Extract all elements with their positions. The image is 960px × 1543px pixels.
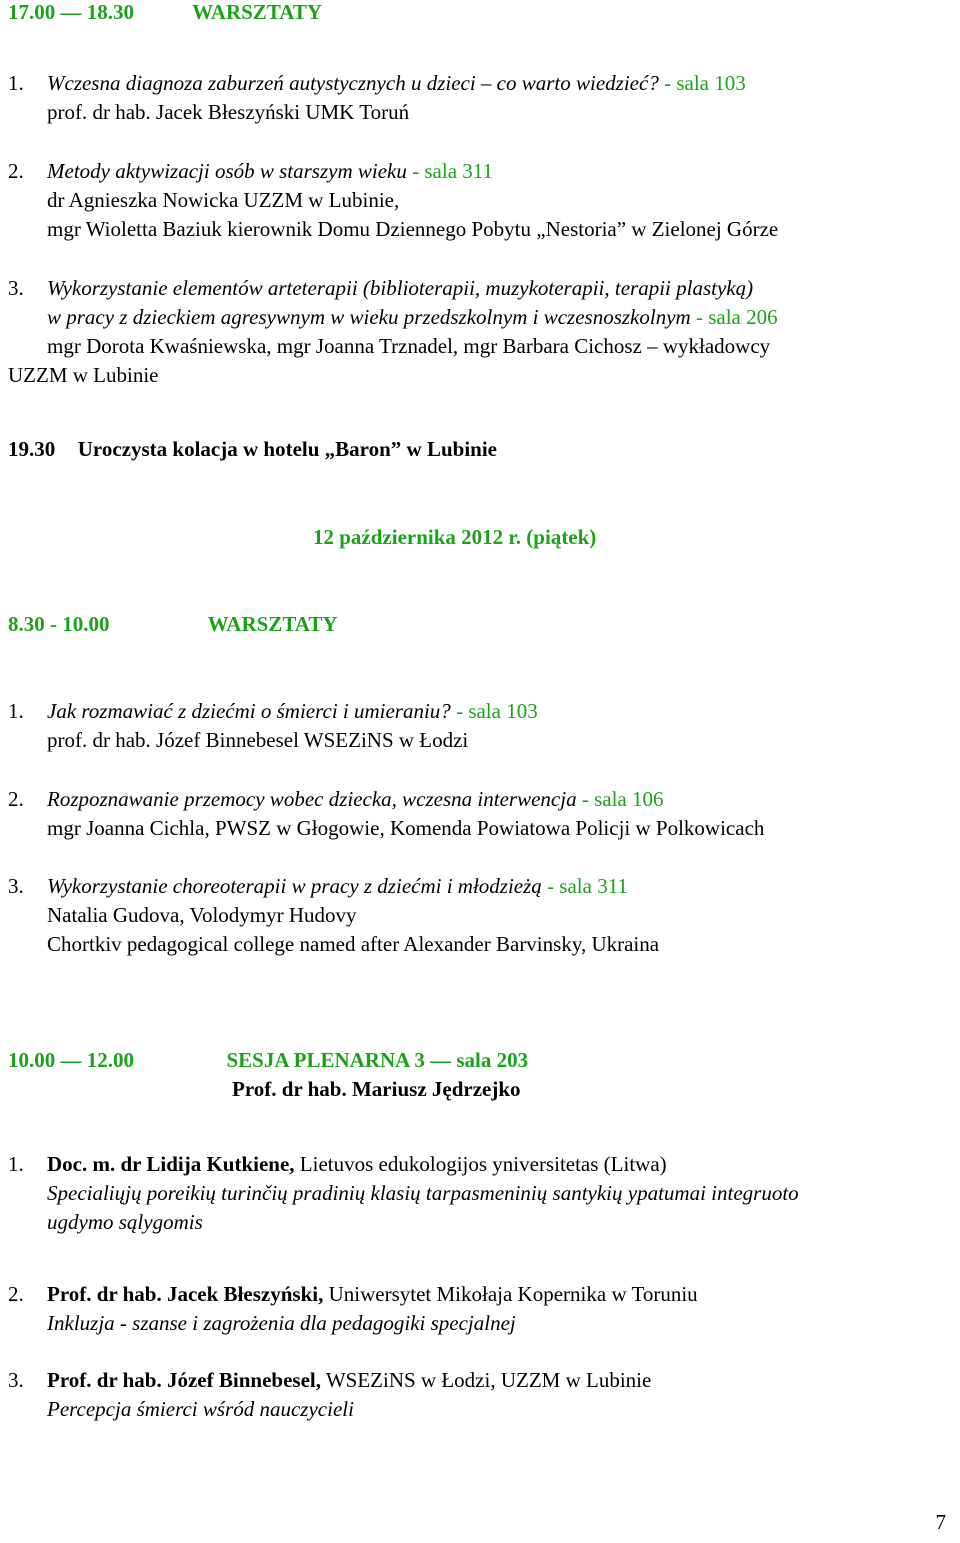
workshop-item-number: 1. xyxy=(8,71,24,95)
workshop-time: 8.30 - 10.00 xyxy=(8,612,110,636)
workshop-item-topic-line xyxy=(47,873,628,899)
workshop-item-topic-line xyxy=(47,304,778,330)
talk-affiliation: Uniwersytet Mikołaja Kopernika w Toruniu xyxy=(323,1282,698,1306)
talk-number: 3. xyxy=(8,1368,24,1392)
room-label: sala 206 xyxy=(708,305,778,329)
workshop-time: 17.00 — 18.30 xyxy=(8,0,134,24)
workshop-speaker: Chortkiv pedagogical college named after Alexander Barvinsky, Ukraina xyxy=(47,932,660,956)
workshop-speaker: dr Agnieszka Nowicka UZZM w Lubinie, xyxy=(47,188,400,212)
talk-speaker-line xyxy=(47,1367,651,1393)
workshop-topic: Metody aktywizacji osób w starszym wieku xyxy=(47,159,407,183)
workshop-item-topic-line xyxy=(47,698,538,724)
talk-speaker: Doc. m. dr Lidija Kutkiene, xyxy=(47,1152,295,1176)
talk-title: Percepcja śmierci wśród nauczycieli xyxy=(47,1397,354,1421)
workshop-item-number: 1. xyxy=(8,699,24,723)
talk-title: ugdymo sąlygomis xyxy=(47,1210,203,1234)
workshop-title: WARSZTATY xyxy=(192,0,323,24)
workshop-item-number: 2. xyxy=(8,159,24,183)
workshop-speaker: prof. dr hab. Jacek Błeszyński UMK Toruń xyxy=(47,100,410,124)
topic-separator: - xyxy=(450,699,469,723)
workshop-item-number: 2. xyxy=(8,787,24,811)
topic-separator: - xyxy=(658,71,677,95)
topic-separator: - xyxy=(690,305,709,329)
workshop-item-number: 3. xyxy=(8,276,24,300)
talk-speaker-line xyxy=(47,1151,667,1177)
dinner-line xyxy=(8,436,497,462)
workshop-topic: Wykorzystanie elementów arteterapii (biblioterapii, muzykoterapii, terapii plastyką) xyxy=(47,276,754,300)
workshop-speaker: UZZM w Lubinie xyxy=(8,363,159,387)
room-label: sala 103 xyxy=(676,71,746,95)
talk-title: Inkluzja - szanse i zagrożenia dla pedagogiki specjalnej xyxy=(47,1311,516,1335)
talk-number: 2. xyxy=(8,1282,24,1306)
workshop-item-topic-line xyxy=(47,158,493,184)
day-date-heading: 12 października 2012 r. (piątek) xyxy=(313,525,597,549)
plenary-title: SESJA PLENARNA 3 — sala 203 xyxy=(226,1048,529,1072)
workshop-item-topic-line xyxy=(47,70,746,96)
workshop-speaker: mgr Dorota Kwaśniewska, mgr Joanna Trznadel, mgr Barbara Cichosz – wykładowcy xyxy=(47,334,771,358)
workshop-topic: Wczesna diagnoza zaburzeń autystycznych u dzieci – co warto wiedzieć? xyxy=(47,71,659,95)
talk-affiliation: WSEZiNS w Łodzi, UZZM w Lubinie xyxy=(320,1368,652,1392)
room-label: sala 103 xyxy=(468,699,538,723)
talk-speaker: Prof. dr hab. Jacek Błeszyński, xyxy=(47,1282,324,1306)
workshop-item-number: 3. xyxy=(8,874,24,898)
workshop-item-topic-line xyxy=(47,786,663,812)
workshop-topic: Rozpoznawanie przemocy wobec dziecka, wczesna interwencja xyxy=(47,787,577,811)
dinner-time: 19.30 xyxy=(8,437,56,461)
workshop-speaker: mgr Wioletta Baziuk kierownik Domu Dziennego Pobytu „Nestoria” w Zielonej Górze xyxy=(47,217,779,241)
room-label: sala 311 xyxy=(424,159,493,183)
workshop-header-day1 xyxy=(8,0,322,25)
talk-title: Specialiųjų poreikių turinčių pradinių klasių tarpasmeninių santykių ypatumai integruoto xyxy=(47,1181,799,1205)
topic-separator: - xyxy=(541,874,560,898)
workshop-title: WARSZTATY xyxy=(207,612,338,636)
workshop-topic: Jak rozmawiać z dziećmi o śmierci i umieraniu? xyxy=(47,699,451,723)
workshop-header-day2 xyxy=(8,611,338,637)
page-number: 7 xyxy=(935,1510,946,1534)
plenary-chair: Prof. dr hab. Mariusz Jędrzejko xyxy=(232,1077,521,1101)
dinner-text: Uroczysta kolacja w hotelu „Baron” w Lubinie xyxy=(77,437,497,461)
talk-speaker-line xyxy=(47,1281,698,1307)
workshop-topic: w pracy z dzieckiem agresywnym w wieku przedszkolnym i wczesnoszkolnym xyxy=(47,305,691,329)
workshop-topic: Wykorzystanie choreoterapii w pracy z dziećmi i młodzieżą xyxy=(47,874,542,898)
talk-speaker: Prof. dr hab. Józef Binnebesel, xyxy=(47,1368,321,1392)
workshop-speaker: prof. dr hab. Józef Binnebesel WSEZiNS w Łodzi xyxy=(47,728,469,752)
room-label: sala 106 xyxy=(594,787,664,811)
workshop-speaker: mgr Joanna Cichla, PWSZ w Głogowie, Komenda Powiatowa Policji w Polkowicach xyxy=(47,816,765,840)
topic-separator: - xyxy=(406,159,425,183)
talk-affiliation: Lietuvos edukologijos yniversitetas (Litwa) xyxy=(294,1152,667,1176)
talk-number: 1. xyxy=(8,1152,24,1176)
plenary-header xyxy=(8,1047,528,1073)
topic-separator: - xyxy=(576,787,595,811)
workshop-speaker: Natalia Gudova, Volodymyr Hudovy xyxy=(47,903,357,927)
room-label: sala 311 xyxy=(559,874,628,898)
plenary-time: 10.00 — 12.00 xyxy=(8,1048,134,1072)
